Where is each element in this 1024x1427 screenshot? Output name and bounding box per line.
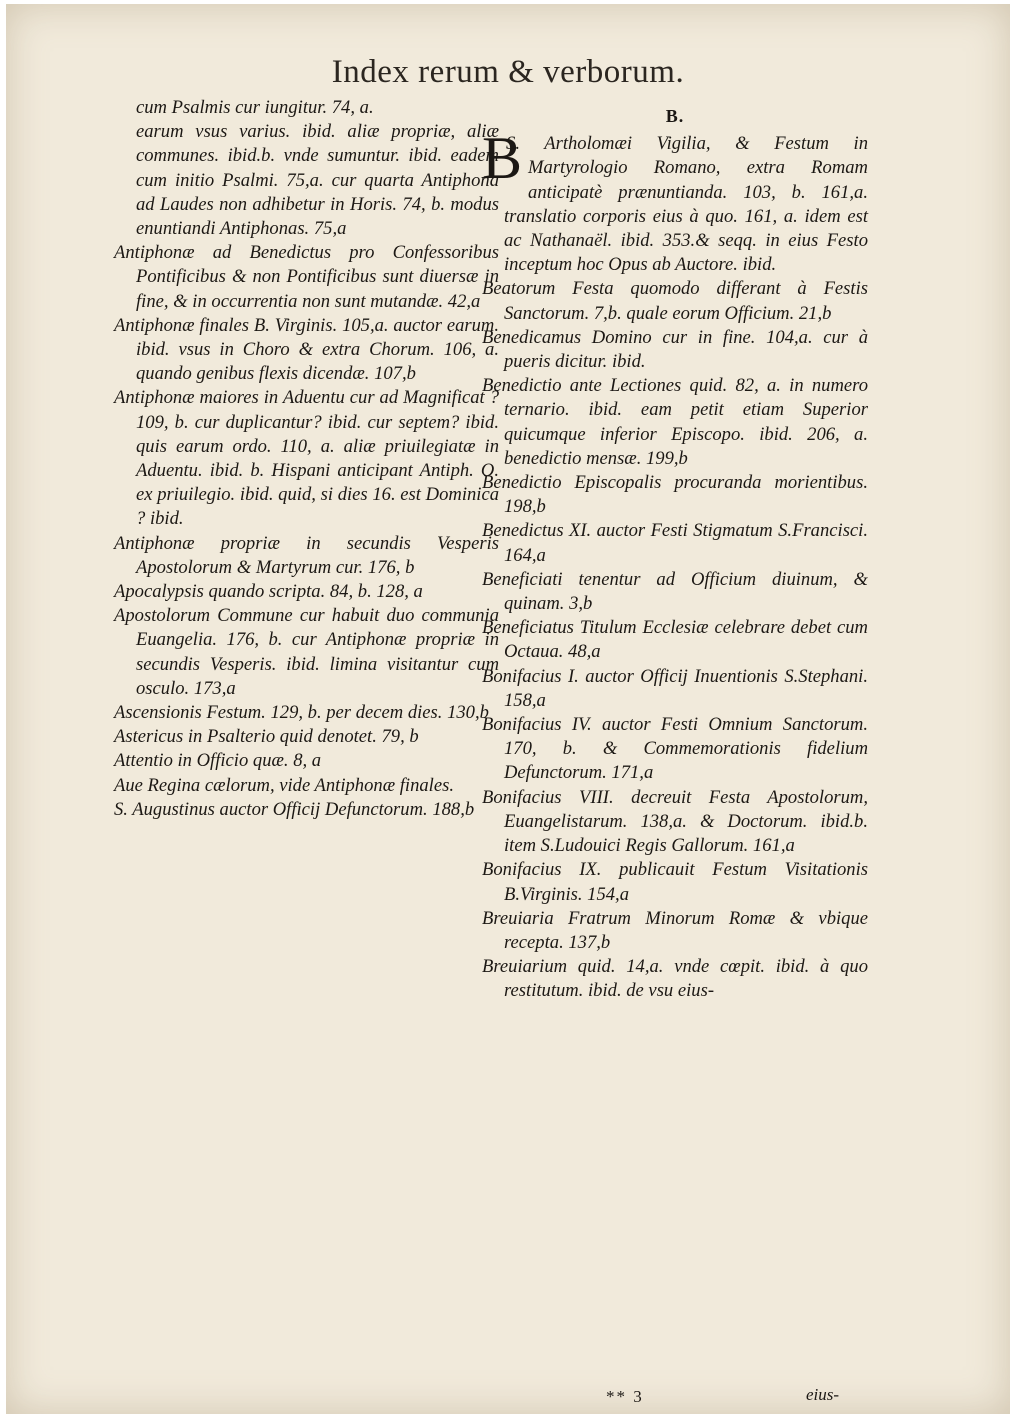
index-entry: Beatorum Festa quomodo differant à Festis Sanctorum. 7,b. quale eorum Officium. 21,b — [482, 278, 868, 324]
index-entry: Aue Regina cælorum, vide Antiphonæ finales. — [114, 774, 454, 796]
left-index-column — [114, 96, 499, 822]
index-entry: Bonifacius I. auctor Officij Inuentionis S.Stephani. 158,a — [482, 665, 868, 711]
index-entry-first — [482, 125, 868, 277]
index-entry-text: S. Artholomæi Vigilia, & Festum in Martyrologio Romano, extra Romam anticipatè prænuntianda. 103, b. 161,a. translatio corporis eius à quo. 161, a. idem est ac Nathanaël. ibid. 353.& seqq. in eius Festo inceptum hoc Opus ab Auctore. ibid. — [504, 133, 868, 276]
index-entry: Bonifacius IX. publicauit Festum Visitationis B.Virginis. 154,a — [482, 859, 868, 905]
index-entry: Ascensionis Festum. 129, b. per decem dies. 130,b — [114, 702, 489, 724]
index-entry: Benedictus XI. auctor Festi Stigmatum S.Francisci. 164,a — [482, 520, 868, 566]
index-entry: Benedictio Episcopalis procuranda morientibus. 198,b — [482, 472, 868, 518]
index-entry: Bonifacius VIII. decreuit Festa Apostolorum, Euangelistarum. 138,a. & Doctorum. ibid.b. item S.Ludouici Regis Gallorum. 161,a — [482, 786, 868, 857]
page-title: Index rerum & verborum. — [331, 54, 685, 90]
index-entry: S. Augustinus auctor Officij Defunctorum. 188,b — [114, 798, 475, 820]
signature-mark: ** 3 — [606, 1387, 644, 1406]
index-entry: Beneficiatus Titulum Ecclesiæ celebrare debet cum Octaua. 48,a — [482, 617, 868, 663]
right-index-column — [482, 96, 868, 1004]
index-entry: Antiphonæ maiores in Aduentu cur ad Magnificat ? 109, b. cur duplicantur? ibid. cur septem? ibid. quis earum ordo. 110, a. aliæ priuilegiatæ in Aduentu. ibid. b. Hispani anticipant Antiph. O. ex priuilegio. ibid. quid, si dies 16. est Dominica ? ibid. — [114, 387, 499, 530]
index-entry: Antiphonæ finales B. Virginis. 105,a. auctor earum. ibid. vsus in Choro & extra Chorum. 106, a. quando genibus flexis dicendæ. 107,b — [114, 314, 499, 385]
index-entry: Apostolorum Commune cur habuit duo communia Euangelia. 176, b. cur Antiphonæ propriæ in secundis Vesperis. ibid. limina visitantur cum osculo. 173,a — [114, 605, 499, 699]
index-entry: Antiphonæ ad Benedictus pro Confessoribus Pontificibus & non Pontificibus sunt diuersæ in fine, & in occurrentia non sunt mutandæ. 42,a — [114, 242, 499, 312]
index-entry: Antiphonæ propriæ in secundis Vesperis Apostolorum & Martyrum cur. 176, b — [114, 532, 499, 578]
index-entry: Bonifacius IV. auctor Festi Omnium Sanctorum. 170, b. & Commemorationis fidelium Defunctorum. 171,a — [482, 714, 868, 784]
index-entry: Benedictio ante Lectiones quid. 82, a. in numero ternario. ibid. eam petit etiam Superior quicumque inferior Episcopo. ibid. 206, a. benedictio mensæ. 199,b — [482, 375, 868, 469]
index-entry: Attentio in Officio quæ. 8, a — [114, 750, 322, 772]
catchword: eius- — [806, 1385, 840, 1404]
section-letter: B. — [665, 106, 685, 126]
index-entry: Breuiaria Fratrum Minorum Romæ & vbique recepta. 137,b — [482, 907, 868, 953]
index-entry: Beneficiati tenentur ad Officium diuinum, & quinam. 3,b — [482, 568, 868, 615]
drop-cap: B — [482, 125, 523, 192]
index-entry: Breuiarium quid. 14,a. vnde cœpit. ibid. à quo restitutum. ibid. de vsu eius- — [482, 956, 868, 1002]
index-entry: Benedicamus Domino cur in fine. 104,a. cur à pueris dicitur. ibid. — [482, 326, 868, 373]
index-entry: Apocalypsis quando scripta. 84, b. 128, a — [114, 581, 423, 603]
index-entry: earum vsus varius. ibid. aliæ propriæ, aliæ communes. ibid.b. vnde sumuntur. ibid. eadem cum initio Psalmi. 75,a. cur quarta Antiphona ad Laudes non adhibetur in Horis. 74, b. modus enuntiandi Antiphonas. 75,a — [136, 121, 499, 240]
book-page — [6, 4, 1010, 1414]
index-entry: cum Psalmis cur iungitur. 74, a. — [136, 97, 374, 118]
index-entry: Astericus in Psalterio quid denotet. 79, b — [114, 726, 419, 748]
